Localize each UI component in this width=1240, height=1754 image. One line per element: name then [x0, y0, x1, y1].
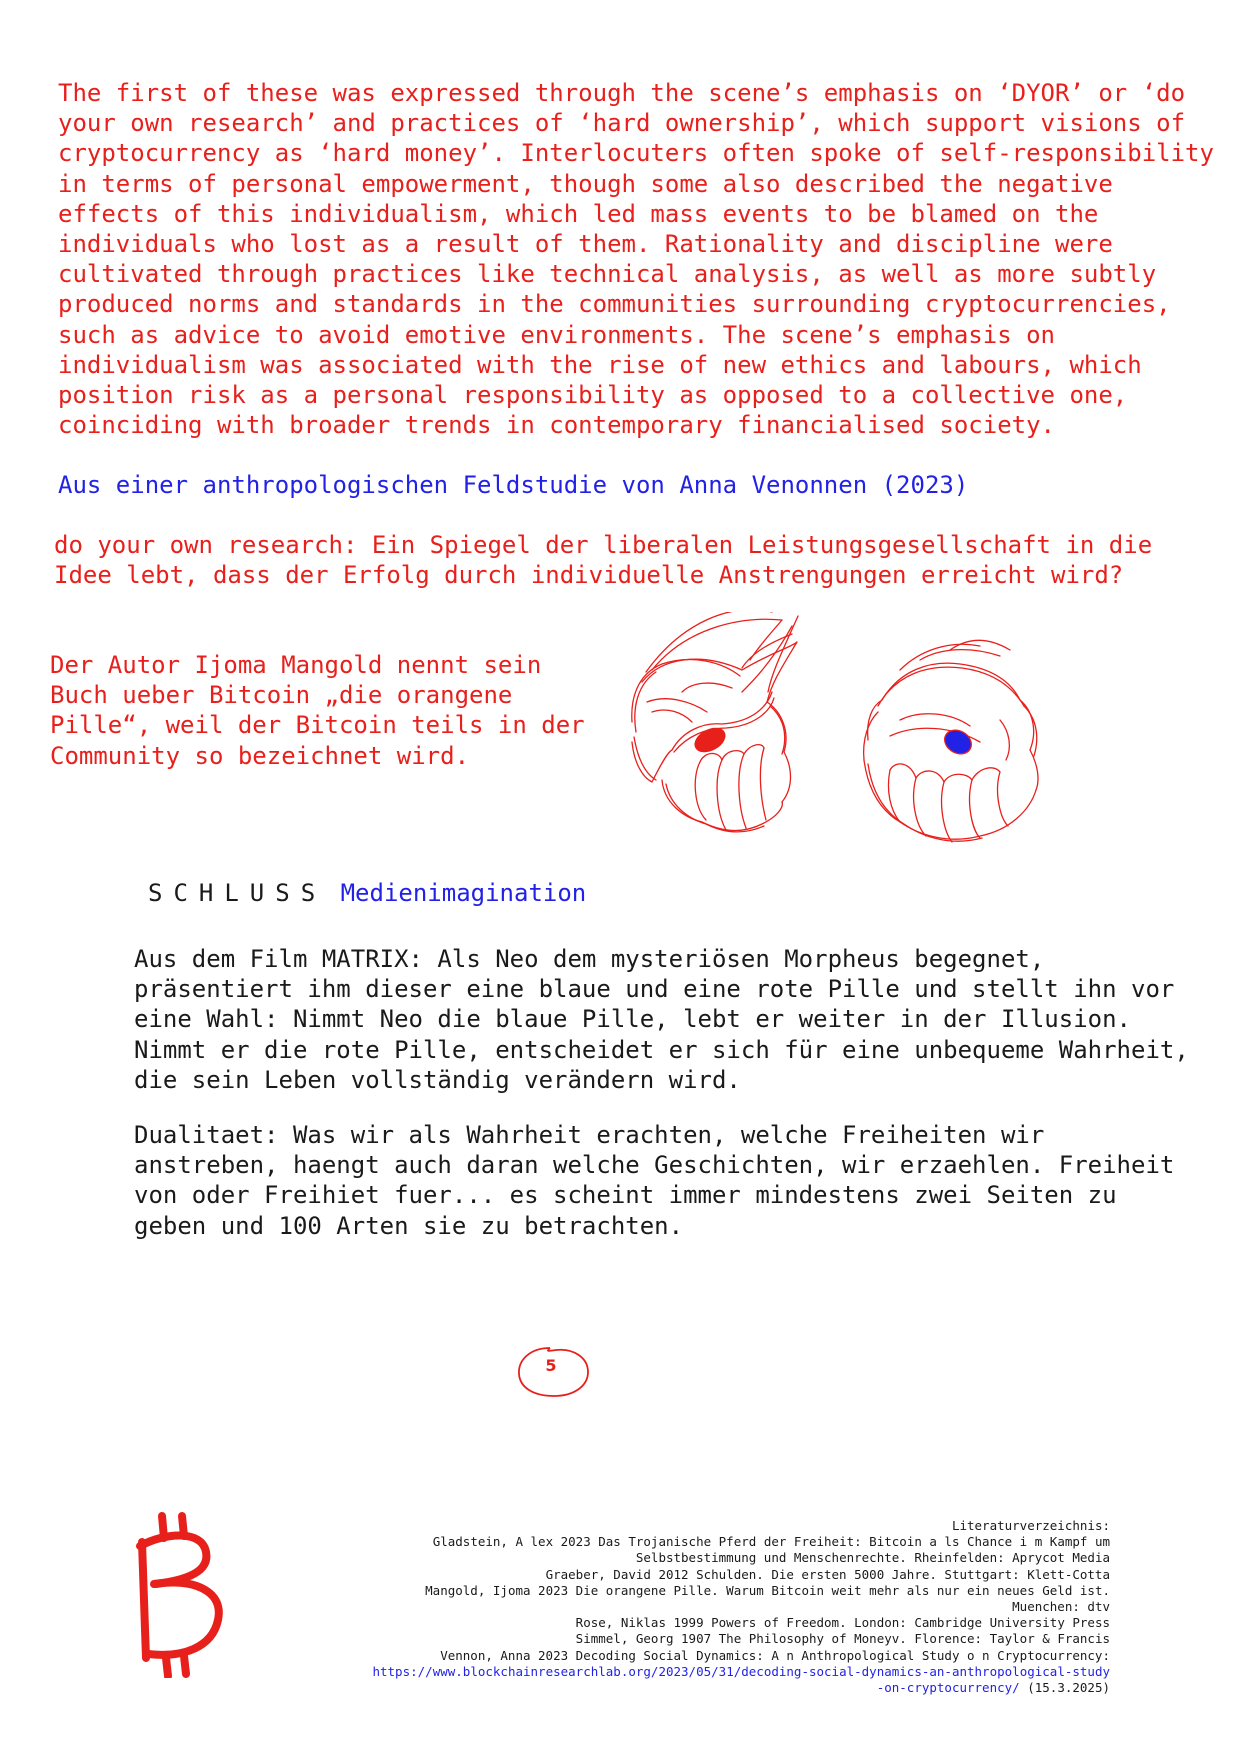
bibliography-entry: Gladstein, A lex 2023 Das Trojanische Pferd der Freiheit: Bitcoin a ls Chance i m Kampf um Selbstbestimmung und Menschenrechte. Rheinfelden: Aprycot Media: [432, 1534, 1110, 1566]
hands-with-pills-drawing: [622, 612, 1100, 902]
dyor-question: do your own research: Ein Spiegel der liberalen Leistungsgesellschaft in die Idee lebt, dass der Erfolg durch individuelle Anstrengungen erreicht wird?: [54, 531, 1153, 590]
page-number-text: 5: [545, 1356, 557, 1375]
section-label: SCHLUSS: [148, 879, 327, 907]
bibliography-entry: Graeber, David 2012 Schulden. Die ersten 5000 Jahre. Stuttgart: Klett-Cotta: [545, 1566, 1110, 1582]
mangold-note: Der Autor Ijoma Mangold nennt sein Buch ueber Bitcoin „die orangene Pille“, weil der Bitcoin teils in der Community so bezeichnet wird.: [50, 651, 585, 770]
reference-link[interactable]: https://www.blockchainresearchlab.org/2023/05/31/decoding-social-dynamics-an-anthropological-study -on-cryptocurrency/: [372, 1663, 1110, 1696]
quote-source: Aus einer anthropologischen Feldstudie von Anna Venonnen (2023): [58, 471, 969, 499]
duality-paragraph: Dualitaet: Was wir als Wahrheit erachten, welche Freiheiten wir anstreben, haengt auch daran welche Geschichten, wir erzaehlen. Freiheit von oder Freihiet fuer... es scheint immer mindestens zwei Seiten zu geben und 100 Arten sie zu betrachten.: [134, 1121, 1175, 1240]
bitcoin-b-icon: [126, 1508, 236, 1678]
quote-text: The first of these was expressed through the scene’s emphasis on ‘DYOR’ or ‘do your own research’ and practices of ‘hard ownership’, which support visions of cryptocurrency as ‘hard money’. Interlocuters often spoke of self-responsibility in terms of personal empowerment, though some also described the negative effects of this individualism, which led mass events to be blamed on the individuals who lost as a result of them. Rationality and discipline were cultivated through practices like technical analysis, as well as more subtly produced norms and standards in the communities surrounding cryptocurrencies, such as advice to avoid emotive environments. The scene’s emphasis on individualism was associated with the rise of new ethics and labours, which position risk as a personal responsibility as opposed to a collective one, coinciding with broader trends in contemporary financialised society.: [58, 79, 1214, 440]
left-hand-drawing: [632, 612, 798, 832]
section-heading: [148, 878, 586, 908]
reference-access-date: (15.3.2025): [1019, 1680, 1110, 1696]
bibliography-link-line: [350, 1664, 1110, 1696]
bibliography-entry: Mangold, Ijoma 2023 Die orangene Pille. Warum Bitcoin weit mehr als nur ein neues Geld ist. Muenchen: dtv: [425, 1582, 1110, 1615]
page-number: [516, 1344, 596, 1404]
bibliography-entry: Vennon, Anna 2023 Decoding Social Dynamics: A n Anthropological Study o n Cryptocurrency:: [440, 1647, 1110, 1663]
bibliography-heading: Literaturverzeichnis:: [951, 1518, 1110, 1533]
matrix-paragraph: Aus dem Film MATRIX: Als Neo dem mysteriösen Morpheus begegnet, präsentiert ihm dieser eine blaue und eine rote Pille und stellt ihn vor eine Wahl: Nimmt Neo die blaue Pille, lebt er weiter in der Illusion. Nimmt er die rote Pille, entscheidet er sich für eine unbequeme Wahrheit, die sein Leben vollständig verändern wird.: [134, 945, 1189, 1094]
bibliography-entry: Rose, Niklas 1999 Powers of Freedom. London: Cambridge University Press: [575, 1615, 1110, 1631]
bibliography-entry: Simmel, Georg 1907 The Philosophy of Moneyv. Florence: Taylor & Francis: [575, 1631, 1110, 1647]
bibliography: [350, 1518, 1110, 1696]
section-subtitle: Medienimagination: [340, 879, 587, 907]
